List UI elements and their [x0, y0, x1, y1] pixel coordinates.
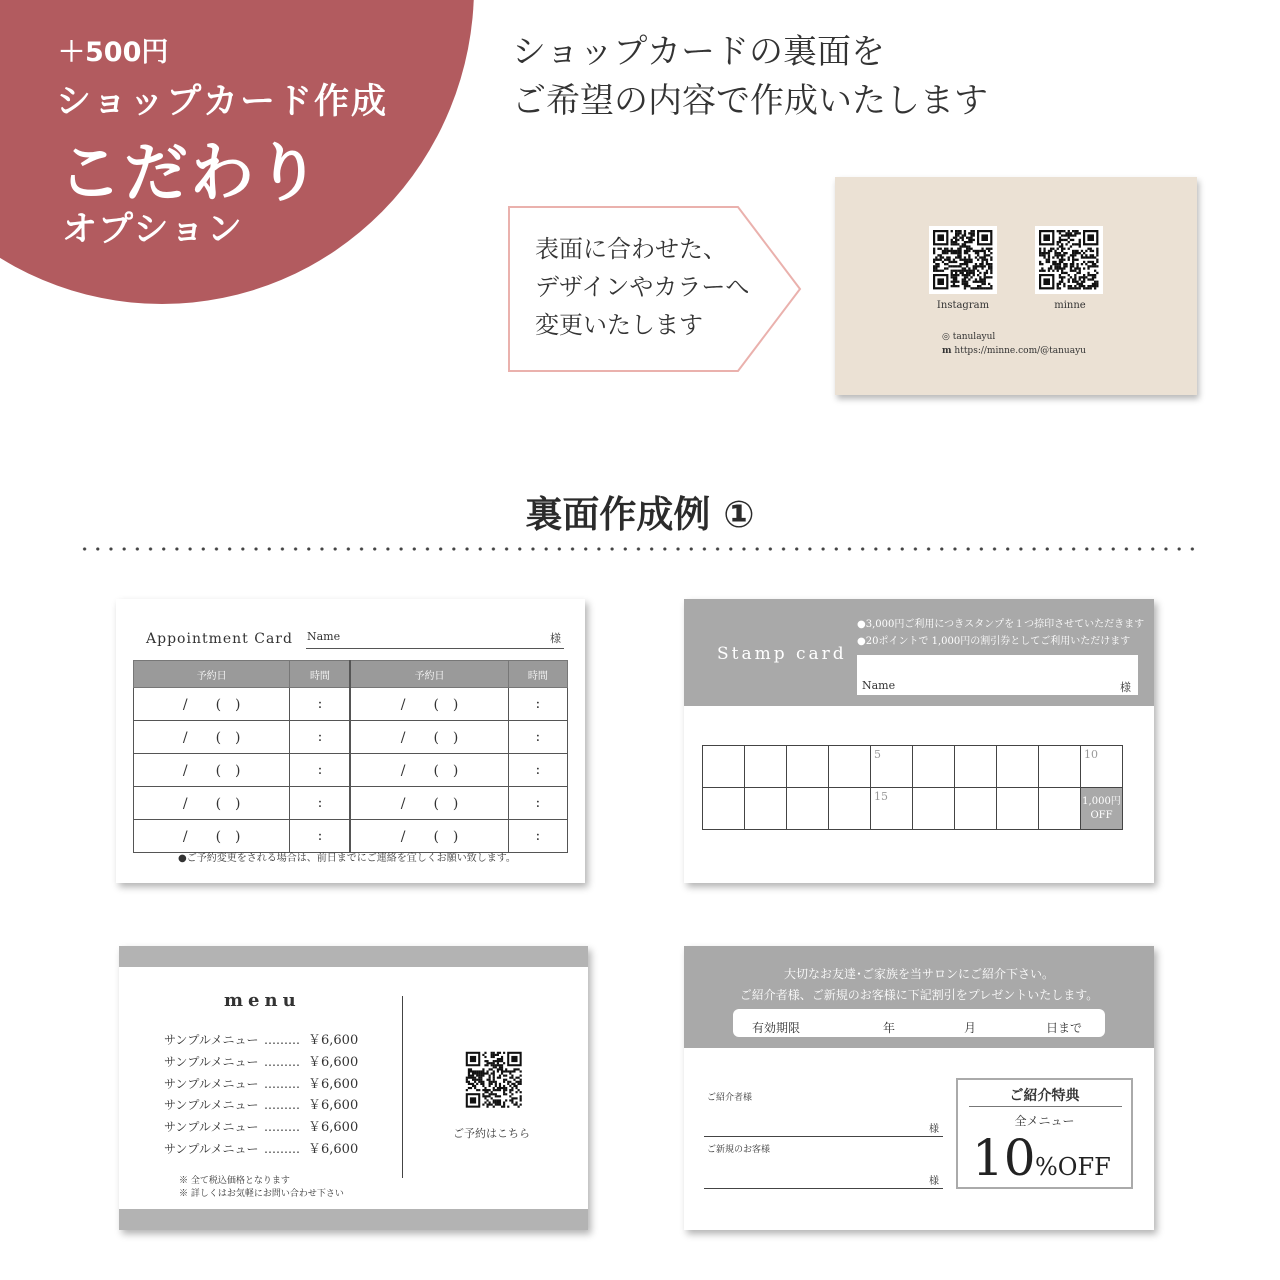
row-date: / ( )	[134, 754, 290, 787]
menu-note1: ※ 全て税込価格となります	[179, 1176, 290, 1186]
new-customer-honorific: 様	[929, 1176, 939, 1187]
row-time: :	[290, 721, 351, 754]
expiry-day: 日まで	[1046, 1021, 1083, 1035]
row-date: / ( )	[350, 721, 508, 754]
callout-line1: 表面に合わせた、	[535, 235, 727, 263]
benefit-number: 10	[972, 1129, 1036, 1187]
menu-item	[164, 1116, 368, 1135]
callout-line2: デザインやカラーへ	[535, 273, 750, 301]
qr-label-instagram: Instagram	[936, 300, 990, 311]
menu-item-price: ￥6,600	[308, 1120, 359, 1136]
appointment-table	[133, 660, 568, 853]
appointment-title: Appointment Card	[146, 631, 293, 647]
menu-bottom-band	[119, 1209, 588, 1230]
menu-item-price: ￥6,600	[308, 1098, 359, 1114]
row-time: :	[508, 688, 567, 721]
menu-item-name: サンプルメニュー	[164, 1076, 259, 1091]
section-title: 裏面作成例 ①	[525, 493, 755, 536]
qr-code-minne	[1035, 226, 1103, 294]
stamp-cell	[913, 746, 955, 788]
stamp-grid	[702, 745, 1123, 830]
header-time: 時間	[290, 661, 351, 688]
expiry-label: 有効期限	[752, 1021, 801, 1035]
intro-heading	[512, 28, 988, 126]
qr-code-reservation	[462, 1048, 526, 1112]
menu-item	[164, 1094, 368, 1113]
qr-label-minne: minne	[1054, 300, 1086, 311]
appointment-name-label: Name	[307, 630, 341, 643]
qr-icon	[929, 226, 997, 294]
stamp-cell	[871, 746, 913, 788]
row-time: :	[508, 754, 567, 787]
stamp-title: Stamp card	[717, 644, 847, 664]
menu-item	[164, 1073, 368, 1092]
benefit-scope: 全メニュー	[1014, 1114, 1075, 1128]
menu-item-name: サンプルメニュー	[164, 1054, 259, 1069]
instagram-line	[942, 332, 995, 342]
row-time: :	[290, 820, 351, 853]
header-date: 予約日	[350, 661, 508, 688]
referral-line1: 大切なお友達･ご家族を当サロンにご紹介下さい。	[783, 967, 1054, 981]
dotted-divider	[78, 547, 1203, 551]
header-time: 時間	[508, 661, 567, 688]
stamp-cell	[703, 788, 745, 830]
appointment-note: ●ご予約変更をされる場合は、前日までにご連絡を宜しくお願い致します。	[178, 853, 516, 864]
stamp-cell	[871, 788, 913, 830]
stamp-cell	[703, 746, 745, 788]
qr-icon	[462, 1048, 526, 1112]
stamp-cell	[1039, 788, 1081, 830]
callout-text	[535, 230, 749, 344]
menu-item-price: ￥6,600	[308, 1142, 359, 1157]
row-time: :	[290, 754, 351, 787]
stamp-number: 10	[1084, 748, 1098, 761]
row-date: / ( )	[350, 820, 508, 853]
appointment-honorific: 様	[550, 632, 561, 645]
badge-price: ＋500円	[58, 37, 169, 68]
row-time: :	[508, 820, 567, 853]
menu-item-dots: ………	[264, 1033, 300, 1047]
row-date: / ( )	[134, 688, 290, 721]
new-customer-line	[704, 1188, 943, 1189]
menu-item	[164, 1029, 368, 1048]
stamp-cell	[955, 788, 997, 830]
menu-item-name: サンプルメニュー	[164, 1033, 259, 1047]
stamp-cell	[829, 746, 871, 788]
appointment-row	[134, 820, 568, 853]
stamp-note2: ●20ポイントで 1,000円の割引券としてご利用いただけます	[857, 636, 1131, 647]
sample-card-back	[835, 177, 1197, 395]
expiry-month: 月	[964, 1021, 977, 1035]
instagram-handle: tanulayul	[952, 332, 996, 342]
qr-code-instagram	[929, 226, 997, 294]
badge-line2: こだわり	[58, 137, 322, 211]
callout-line3: 変更いたします	[535, 311, 703, 339]
stamp-note1: ●3,000円ご利用につきスタンプを１つ捺印させていただきます	[857, 619, 1145, 630]
new-customer-label: ご新規のお客様	[707, 1145, 771, 1155]
stamp-cell	[787, 788, 829, 830]
referrer-label: ご紹介者様	[707, 1093, 753, 1103]
menu-item-dots: ………	[264, 1098, 300, 1113]
minne-icon: m	[942, 346, 952, 356]
name-underline	[306, 648, 564, 649]
menu-item-name: サンプルメニュー	[164, 1120, 259, 1135]
stamp-cell	[745, 788, 787, 830]
benefit-suffix: %OFF	[1035, 1153, 1111, 1181]
menu-note2: ※ 詳しくはお気軽にお問い合わせ下さい	[179, 1189, 344, 1199]
menu-item-dots: ………	[264, 1054, 300, 1069]
menu-divider	[402, 996, 403, 1178]
stamp-reward-cell	[1081, 788, 1123, 830]
stamp-name-label: Name	[862, 679, 896, 692]
menu-item	[164, 1051, 368, 1070]
row-date: / ( )	[350, 754, 508, 787]
stamp-cell	[745, 746, 787, 788]
row-time: :	[290, 787, 351, 820]
stamp-cell	[787, 746, 829, 788]
menu-item-dots: ………	[264, 1120, 300, 1135]
instagram-icon: ◎	[942, 332, 950, 342]
menu-item-dots: ………	[264, 1142, 300, 1156]
row-date: / ( )	[134, 721, 290, 754]
menu-item-name: サンプルメニュー	[164, 1142, 259, 1156]
row-date: / ( )	[350, 688, 508, 721]
row-date: / ( )	[134, 820, 290, 853]
header-date: 予約日	[134, 661, 290, 688]
menu-item-price: ￥6,600	[308, 1033, 359, 1048]
appointment-row	[134, 688, 568, 721]
stamp-cell	[913, 788, 955, 830]
menu-item-price: ￥6,600	[308, 1054, 359, 1070]
stamp-cell	[1039, 746, 1081, 788]
expiry-year: 年	[883, 1021, 896, 1035]
minne-url: https://minne.com/@tanuayu	[954, 346, 1086, 356]
referrer-line	[704, 1136, 943, 1137]
intro-line1: ショップカードの裏面を	[512, 32, 885, 72]
row-time: :	[508, 787, 567, 820]
stamp-number: 15	[874, 790, 888, 803]
menu-title: menu	[224, 990, 301, 1011]
badge-line1: ショップカード作成	[56, 82, 388, 122]
appointment-row	[134, 787, 568, 820]
appointment-row	[134, 754, 568, 787]
stamp-cell	[955, 746, 997, 788]
qr-caption: ご予約はこちら	[453, 1127, 530, 1140]
badge-line3: オプション	[62, 210, 244, 250]
stamp-cell	[1081, 746, 1123, 788]
reward-off: OFF	[1090, 809, 1113, 821]
referral-line2: ご紹介者様、ご新規のお客様に下記割引をプレゼントいたします。	[739, 988, 1099, 1002]
appointment-row	[134, 721, 568, 754]
reward-amount: 1,000円	[1082, 795, 1121, 807]
stamp-honorific: 様	[1120, 681, 1131, 694]
stamp-cell	[997, 746, 1039, 788]
menu-item	[164, 1138, 368, 1157]
menu-item-dots: ………	[264, 1076, 300, 1091]
benefit-title: ご紹介特典	[1009, 1088, 1080, 1104]
menu-item-name: サンプルメニュー	[164, 1098, 259, 1113]
stamp-number: 5	[874, 748, 881, 761]
stamp-name-box	[857, 655, 1138, 695]
benefit-rule	[969, 1106, 1122, 1107]
menu-item-price: ￥6,600	[308, 1076, 359, 1092]
row-date: / ( )	[350, 787, 508, 820]
stamp-cell	[997, 788, 1039, 830]
row-time: :	[508, 721, 567, 754]
qr-icon	[1035, 226, 1103, 294]
row-date: / ( )	[134, 787, 290, 820]
intro-line2: ご希望の内容で作成いたします	[512, 81, 988, 121]
row-time: :	[290, 688, 351, 721]
menu-top-band	[119, 946, 588, 967]
minne-line	[942, 346, 1086, 356]
stamp-cell	[829, 788, 871, 830]
referrer-honorific: 様	[929, 1124, 939, 1135]
